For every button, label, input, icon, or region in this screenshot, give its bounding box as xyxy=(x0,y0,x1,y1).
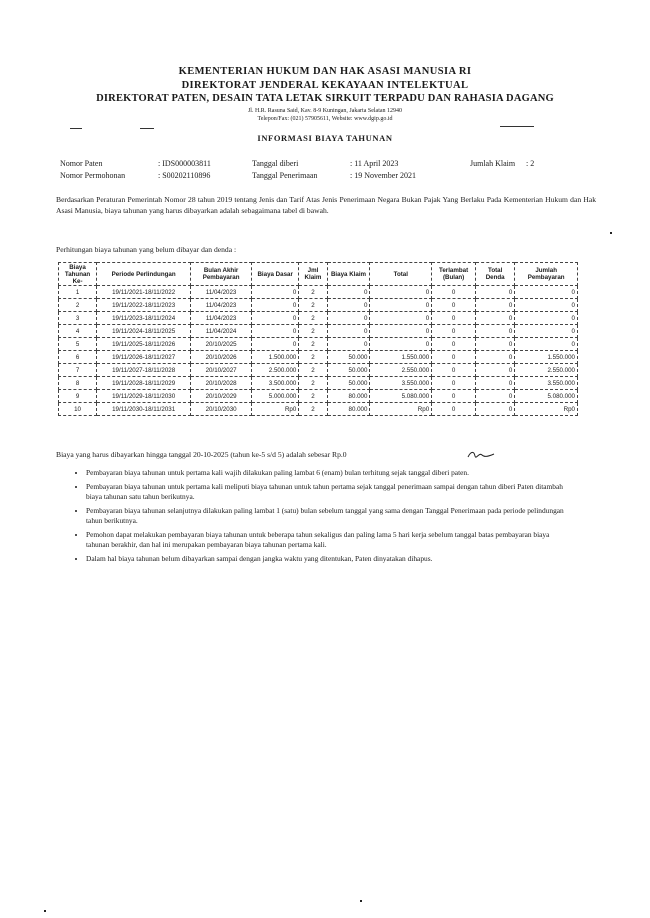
cell-penalty: 0 xyxy=(476,312,515,325)
table-row xyxy=(59,351,578,364)
cell-penalty: 0 xyxy=(476,299,515,312)
cell-period: 19/11/2022-18/11/2023 xyxy=(97,299,191,312)
table-header-row xyxy=(59,263,578,286)
directorate-general-heading: DIREKTORAT JENDERAL KEKAYAAN INTELEKTUAL xyxy=(181,80,469,91)
cell-claims: 2 xyxy=(299,299,327,312)
cell-total: Rp0 xyxy=(370,403,432,416)
document-title: INFORMASI BIAYA TAHUNAN xyxy=(257,133,393,143)
cell-late: 0 xyxy=(432,299,476,312)
col-biaya-tahunan: Biaya Tahunan Ke- xyxy=(59,263,97,286)
annual-fee-table xyxy=(58,262,578,416)
cell-total: 0 xyxy=(370,299,432,312)
table-row xyxy=(59,286,578,299)
intro-paragraph: Berdasarkan Peraturan Pemerintah Nomor 28 tahun 2019 tentang Jenis dan Tarif Atas Jenis Penerimaan Negara Bukan Pajak Yang Berlaku Pada Kementerian Hukum dan Hak Asasi Manusia, biaya tahunan yang harus dibayarkan adalah sebagaimana tabel di bawah. xyxy=(56,195,596,215)
jumlah-klaim-label: Jumlah Klaim xyxy=(470,159,516,168)
cell-penalty: 0 xyxy=(476,403,515,416)
cell-claims: 2 xyxy=(299,377,327,390)
table-row xyxy=(59,338,578,351)
col-biaya-klaim: Biaya Klaim xyxy=(327,263,370,286)
cell-payment: 0 xyxy=(515,286,578,299)
cell-claim-fee: 0 xyxy=(327,299,370,312)
cell-due-month: 11/04/2024 xyxy=(191,325,252,338)
contact-line: Telepon/Fax: (021) 57905611, Website: www.dgip.go.id xyxy=(257,116,393,122)
cell-payment: 0 xyxy=(515,338,578,351)
note-item: • Dalam hal biaya tahunan belum dibayarkan sampai dengan jangka waktu yang ditentukan, Paten dinyatakan dihapus. xyxy=(86,554,570,564)
signature-scribble xyxy=(466,448,496,462)
tanggal-penerimaan-value: : 19 November 2021 xyxy=(350,171,416,180)
cell-period: 19/11/2024-18/11/2025 xyxy=(97,325,191,338)
nomor-permohonan-value: : S00202110896 xyxy=(158,171,211,180)
cell-penalty: 0 xyxy=(476,364,515,377)
cell-total: 3.550.000 xyxy=(370,377,432,390)
cell-base-fee: 0 xyxy=(252,338,299,351)
col-total-denda: Total Denda xyxy=(476,263,515,286)
cell-claim-fee: 0 xyxy=(327,312,370,325)
cell-claims: 2 xyxy=(299,325,327,338)
cell-claims: 2 xyxy=(299,351,327,364)
col-jml-klaim: Jml Klaim xyxy=(299,263,327,286)
cell-year: 9 xyxy=(59,390,97,403)
cell-year: 1 xyxy=(59,286,97,299)
table-caption: Perhitungan biaya tahunan yang belum dibayar dan denda : xyxy=(56,245,237,254)
cell-claims: 2 xyxy=(299,403,327,416)
note-item: • Pembayaran biaya tahunan untuk pertama kali wajih dilakukan paling lambat 6 (enam) bulan terhitung sejak tanggal diberi paten. xyxy=(86,468,570,478)
cell-base-fee: 0 xyxy=(252,286,299,299)
cell-late: 0 xyxy=(432,403,476,416)
cell-penalty: 0 xyxy=(476,338,515,351)
cell-penalty: 0 xyxy=(476,390,515,403)
cell-year: 7 xyxy=(59,364,97,377)
cell-period: 19/11/2028-18/11/2029 xyxy=(97,377,191,390)
cell-due-month: 20/10/2029 xyxy=(191,390,252,403)
header-rule-right xyxy=(500,126,534,127)
cell-payment: 3.550.000 xyxy=(515,377,578,390)
header-rule-mid xyxy=(140,128,154,129)
header-rule-left xyxy=(70,128,82,129)
table-row xyxy=(59,299,578,312)
cell-payment: 0 xyxy=(515,299,578,312)
payment-summary: Biaya yang harus dibayarkan hingga tanggal 20-10-2025 (tahun ke-5 s/d 5) adalah sebesar Rp.0 xyxy=(56,450,347,459)
table-row xyxy=(59,390,578,403)
cell-total: 2.550.000 xyxy=(370,364,432,377)
scan-speck xyxy=(610,232,612,234)
cell-base-fee: 0 xyxy=(252,325,299,338)
cell-late: 0 xyxy=(432,338,476,351)
cell-penalty: 0 xyxy=(476,351,515,364)
cell-year: 3 xyxy=(59,312,97,325)
cell-claim-fee: 50.000 xyxy=(327,364,370,377)
cell-payment: 2.550.000 xyxy=(515,364,578,377)
cell-base-fee: 2.500.000 xyxy=(252,364,299,377)
cell-payment: 5.080.000 xyxy=(515,390,578,403)
cell-base-fee: 1.500.000 xyxy=(252,351,299,364)
cell-due-month: 20/10/2030 xyxy=(191,403,252,416)
cell-total: 5.080.000 xyxy=(370,390,432,403)
cell-total: 1.550.000 xyxy=(370,351,432,364)
cell-base-fee: 0 xyxy=(252,299,299,312)
tanggal-diberi-value: : 11 April 2023 xyxy=(350,159,399,168)
cell-total: 0 xyxy=(370,286,432,299)
cell-claim-fee: 50.000 xyxy=(327,351,370,364)
directorate-heading: DIREKTORAT PATEN, DESAIN TATA LETAK SIRKUIT TERPADU DAN RAHASIA DAGANG xyxy=(96,93,554,104)
cell-penalty: 0 xyxy=(476,377,515,390)
cell-payment: 0 xyxy=(515,312,578,325)
cell-period: 19/11/2021-18/11/2022 xyxy=(97,286,191,299)
note-item: • Pembayaran biaya tahunan untuk pertama kali meliputi biaya tahunan untuk tahun pertama sejak tanggal penerimaan sampai dengan tahun diberi Paten ditambah biaya tahunan satu tahun berikutnya. xyxy=(86,482,570,502)
cell-year: 10 xyxy=(59,403,97,416)
cell-year: 8 xyxy=(59,377,97,390)
cell-year: 5 xyxy=(59,338,97,351)
address-line: Jl. H.R. Rasuna Said, Kav. 8-9 Kuningan, Jakarta Selatan 12940 xyxy=(247,108,403,114)
cell-period: 19/11/2030-18/11/2031 xyxy=(97,403,191,416)
cell-period: 19/11/2025-18/11/2026 xyxy=(97,338,191,351)
cell-claim-fee: 50.000 xyxy=(327,377,370,390)
cell-due-month: 11/04/2023 xyxy=(191,286,252,299)
cell-period: 19/11/2027-18/11/2028 xyxy=(97,364,191,377)
cell-penalty: 0 xyxy=(476,286,515,299)
cell-due-month: 11/04/2023 xyxy=(191,299,252,312)
cell-penalty: 0 xyxy=(476,325,515,338)
col-terlambat: Terlambat (Bulan) xyxy=(432,263,476,286)
cell-late: 0 xyxy=(432,325,476,338)
cell-claims: 2 xyxy=(299,390,327,403)
col-biaya-dasar: Biaya Dasar xyxy=(252,263,299,286)
notes-list xyxy=(72,468,570,568)
cell-late: 0 xyxy=(432,351,476,364)
cell-due-month: 20/10/2027 xyxy=(191,364,252,377)
cell-claims: 2 xyxy=(299,364,327,377)
cell-claim-fee: 80.000 xyxy=(327,403,370,416)
cell-late: 0 xyxy=(432,286,476,299)
cell-due-month: 11/04/2023 xyxy=(191,312,252,325)
table-row xyxy=(59,364,578,377)
cell-base-fee: 5.000.000 xyxy=(252,390,299,403)
cell-period: 19/11/2029-18/11/2030 xyxy=(97,390,191,403)
cell-payment: 0 xyxy=(515,325,578,338)
cell-year: 2 xyxy=(59,299,97,312)
note-item: • Pembayaran biaya tahunan selanjutnya dilakukan paling lambat 1 (satu) bulan sebelum tanggal yang sama dengan Tanggal Penerimaan pada periode pelindungan tahun berikutnya. xyxy=(86,506,570,526)
cell-claims: 2 xyxy=(299,338,327,351)
cell-late: 0 xyxy=(432,312,476,325)
col-bulan-akhir: Bulan Akhir Pembayaran xyxy=(191,263,252,286)
col-periode: Periode Perlindungan xyxy=(97,263,191,286)
scan-speck xyxy=(44,910,46,912)
note-item: • Pemohon dapat melakukan pembayaran biaya tahunan untuk beberapa tahun sekaligus dan paling lama 5 hari kerja sebelum tanggal batas pembayaran biaya tahunan berakhir, dan hal ini merupakan pembayaran biaya tahunan pertama kali. xyxy=(86,530,570,550)
table-row xyxy=(59,377,578,390)
cell-base-fee: Rp0 xyxy=(252,403,299,416)
table-row xyxy=(59,325,578,338)
cell-claims: 2 xyxy=(299,286,327,299)
cell-total: 0 xyxy=(370,312,432,325)
cell-year: 4 xyxy=(59,325,97,338)
cell-period: 19/11/2026-18/11/2027 xyxy=(97,351,191,364)
nomor-paten-value: : IDS000003811 xyxy=(158,159,211,168)
cell-claim-fee: 0 xyxy=(327,338,370,351)
cell-claim-fee: 0 xyxy=(327,286,370,299)
cell-late: 0 xyxy=(432,364,476,377)
tanggal-penerimaan-label: Tanggal Penerimaan xyxy=(252,171,318,180)
col-jumlah-pembayaran: Jumlah Pembayaran xyxy=(515,263,578,286)
cell-payment: 1.550.000 xyxy=(515,351,578,364)
tanggal-diberi-label: Tanggal diberi xyxy=(252,159,299,168)
cell-year: 6 xyxy=(59,351,97,364)
cell-claim-fee: 0 xyxy=(327,325,370,338)
cell-total: 0 xyxy=(370,338,432,351)
cell-claims: 2 xyxy=(299,312,327,325)
nomor-paten-label: Nomor Paten xyxy=(60,159,103,168)
cell-payment: Rp0 xyxy=(515,403,578,416)
cell-period: 19/11/2023-18/11/2024 xyxy=(97,312,191,325)
cell-due-month: 20/10/2028 xyxy=(191,377,252,390)
cell-late: 0 xyxy=(432,377,476,390)
cell-base-fee: 3.500.000 xyxy=(252,377,299,390)
cell-late: 0 xyxy=(432,390,476,403)
cell-due-month: 20/10/2025 xyxy=(191,338,252,351)
cell-due-month: 20/10/2026 xyxy=(191,351,252,364)
cell-total: 0 xyxy=(370,325,432,338)
table-row xyxy=(59,403,578,416)
cell-claim-fee: 80.000 xyxy=(327,390,370,403)
cell-base-fee: 0 xyxy=(252,312,299,325)
col-total: Total xyxy=(370,263,432,286)
jumlah-klaim-value: : 2 xyxy=(526,159,535,168)
nomor-permohonan-label: Nomor Permohonan xyxy=(60,171,126,180)
table-row xyxy=(59,312,578,325)
scan-speck xyxy=(360,900,362,902)
ministry-heading: KEMENTERIAN HUKUM DAN HAK ASASI MANUSIA RI xyxy=(178,66,472,77)
